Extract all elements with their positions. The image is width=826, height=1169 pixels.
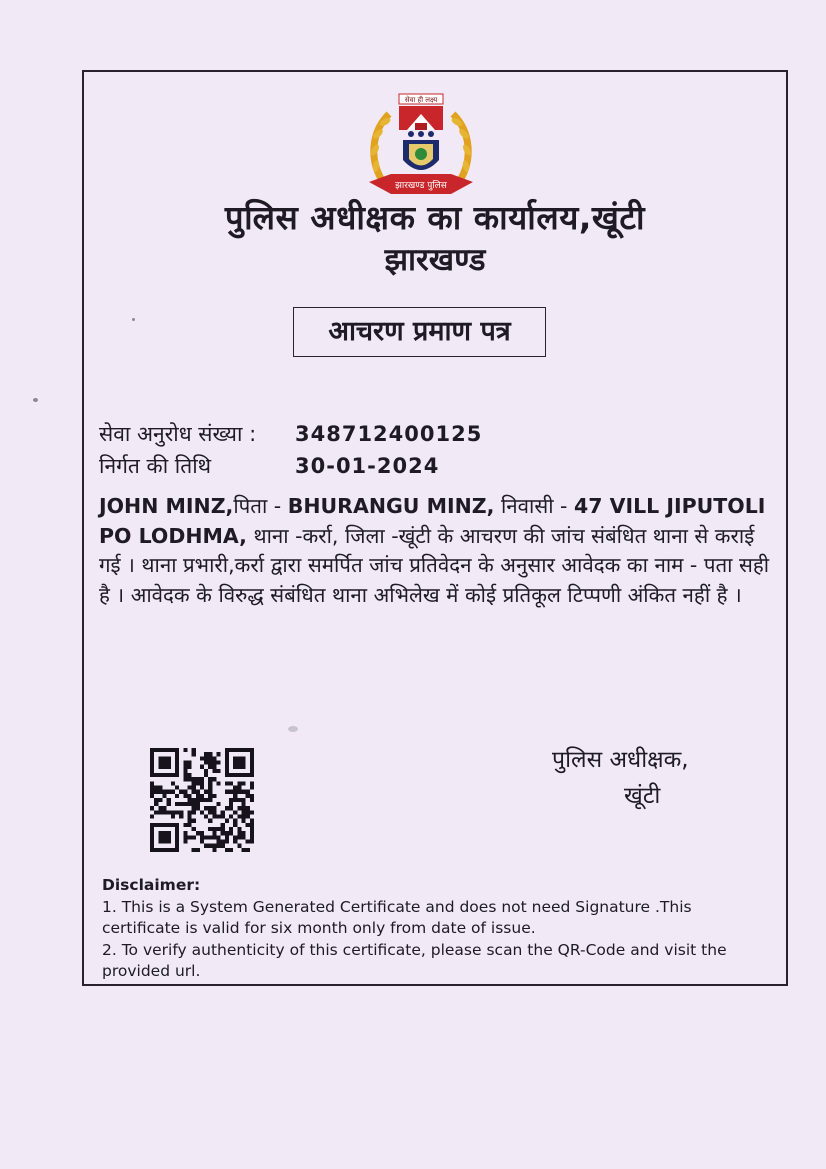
certificate-body (99, 492, 771, 610)
signatory-location: खूंटी (624, 783, 661, 809)
father-name: BHURANGU MINZ, (287, 494, 495, 518)
issue-date-row (99, 452, 439, 480)
emblem-motto: सेवा ही लक्ष्य (404, 96, 438, 104)
issue-date-label: निर्गत की तिथि (99, 454, 212, 478)
service-request-row (99, 420, 482, 448)
scan-speck (33, 398, 38, 402)
applicant-name: JOHN MINZ, (99, 494, 234, 518)
resident-label: निवासी - (494, 494, 574, 518)
signatory-designation: पुलिस अधीक्षक, (552, 747, 689, 773)
applicant-address: 47 VILL JIPUTOLI PO LODHMA, (99, 494, 766, 548)
police-emblem (361, 90, 481, 210)
service-request-number: 348712400125 (295, 422, 483, 446)
scan-speck (132, 318, 135, 321)
disclaimer-item-1: 1. This is a System Generated Certificate and does not need Signature .This certificate is valid for six month only from date of issue. (102, 897, 692, 937)
signatory-block (552, 742, 689, 814)
certificate-frame (82, 70, 788, 986)
emblem-ribbon-text: झारखण्ड पुलिस (395, 181, 447, 191)
disclaimer-item-2: 2. To verify authenticity of this certificate, please scan the QR-Code and visit the provided url. (102, 940, 727, 980)
office-title: पुलिस अधीक्षक का कार्यालय,खूंटी (224, 198, 646, 237)
certificate-title: आचरण प्रमाण पत्र (293, 307, 546, 357)
service-request-label: सेवा अनुरोध संख्या : (99, 422, 257, 446)
scan-speck (288, 726, 298, 732)
father-label: पिता - (233, 494, 288, 518)
office-subtitle: झारखण्ड (384, 242, 486, 278)
body-statement: थाना -कर्रा, जिला -खूंटी के आचरण की जांच संबंधित थाना से कराई गई । थाना प्रभारी,कर्रा द्वारा समर्पित जांच प्रतिवेदन के अनुसार आवेदक का नाम - पता सही है । आवेदक के विरुद्ध संबंधित थाना अभिलेख में कोई प्रतिकूल टिप्पणी अंकित नहीं है । (99, 523, 770, 607)
disclaimer (102, 875, 762, 983)
disclaimer-heading: Disclaimer: (102, 876, 201, 894)
issue-date: 30-01-2024 (295, 454, 440, 478)
verification-qr-code[interactable] (150, 748, 254, 852)
